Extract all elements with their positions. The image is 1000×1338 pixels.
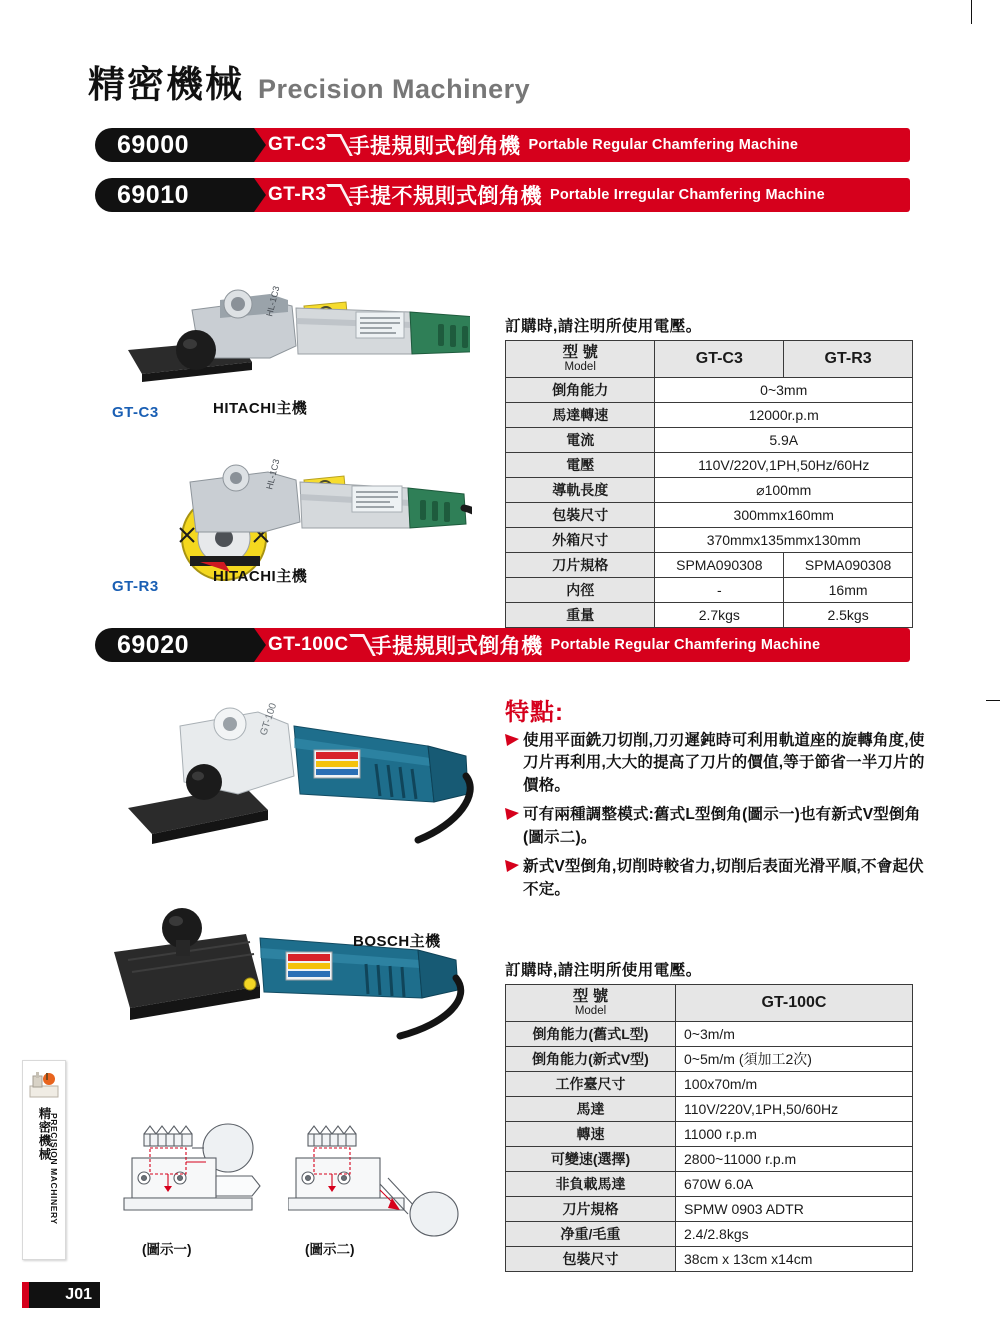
table-row	[506, 578, 913, 603]
banner-name-cn: 手提規則式倒角機	[370, 635, 543, 658]
column-header-gt-r3: GT-R3	[784, 341, 913, 378]
row-value: 670W 6.0A	[676, 1172, 913, 1197]
row-value: 300mmx160mm	[655, 503, 913, 528]
svg-text:HL-1C3: HL-1C3	[264, 457, 282, 491]
page-title	[88, 66, 530, 103]
row-value: 38cm x 13cm x14cm	[676, 1247, 913, 1272]
row-label: 電壓	[506, 453, 655, 478]
banner-name-cn: 手提不規則式倒角機	[348, 185, 542, 208]
row-value: SPMW 0903 ADTR	[676, 1197, 913, 1222]
row-label: 净重/毛重	[506, 1222, 676, 1247]
model-header-cn: 型 號	[562, 344, 598, 361]
banner-body	[252, 628, 910, 662]
table-row	[506, 1122, 913, 1147]
table-row	[506, 553, 913, 578]
row-label: 倒角能力(新式V型)	[506, 1047, 676, 1072]
model-header-en: Model	[574, 1005, 607, 1018]
page-number-text: J01	[65, 1286, 92, 1303]
row-value: 100x70m/m	[676, 1072, 913, 1097]
row-label: 包裝尺寸	[506, 503, 655, 528]
banner-name-en: Portable Regular Chamfering Machine	[528, 137, 799, 153]
feature-text: 可有兩種調整模式:舊式L型倒角(圖示一)也有新式V型倒角(圖示二)。	[523, 806, 921, 846]
table-row	[506, 378, 913, 403]
banner-code: 69020	[95, 628, 237, 662]
row-value: 16mm	[784, 578, 913, 603]
crop-mark-right-mid	[986, 700, 1000, 701]
banner-model: GT-C3	[268, 134, 327, 155]
diagram-caption-1: (圖示一)	[142, 1242, 192, 1257]
row-value: 110V/220V,1PH,50/60Hz	[676, 1097, 913, 1122]
product-photo-gt-100c-side	[100, 890, 480, 1040]
table-row	[506, 1147, 913, 1172]
row-label: 馬達	[506, 1097, 676, 1122]
row-label: 倒角能力	[506, 378, 655, 403]
voltage-note-2: 訂購時,請注明所使用電壓。	[505, 962, 702, 979]
page-title-cn: 精密機械	[88, 64, 244, 105]
banner-name-en: Portable Regular Chamfering Machine	[550, 637, 821, 653]
table-row	[506, 428, 913, 453]
row-label: 非負載馬達	[506, 1172, 676, 1197]
table-row	[506, 1072, 913, 1097]
column-header-gt-c3: GT-C3	[655, 341, 784, 378]
arrow-bullet-icon	[505, 856, 523, 901]
row-label: 外箱尺寸	[506, 528, 655, 553]
row-value: 2.5kgs	[784, 603, 913, 628]
row-value: 12000r.p.m	[655, 403, 913, 428]
table-row	[506, 1247, 913, 1272]
row-value: SPMA090308	[655, 553, 784, 578]
product-banner-69020	[95, 628, 910, 662]
photo-brand-caption-gt-c3: HITACHI主機	[213, 400, 308, 417]
row-value: 0~5m/m (須加工2次)	[676, 1047, 913, 1072]
table-row	[506, 403, 913, 428]
table-row	[506, 1197, 913, 1222]
row-label: 刀片規格	[506, 553, 655, 578]
banner-model: GT-R3	[268, 184, 327, 205]
side-tab-label-cn: 精密機械	[37, 1107, 51, 1161]
product-banner-69010	[95, 178, 910, 212]
row-label: 刀片規格	[506, 1197, 676, 1222]
banner-name-cn: 手提規則式倒角機	[348, 135, 521, 158]
product-photo-gt-100c-front	[118, 690, 488, 875]
model-header-cell	[506, 341, 655, 378]
chevron-divider-icon	[332, 178, 348, 212]
table-row	[506, 603, 913, 628]
page-number-badge	[22, 1282, 100, 1308]
spec-table-gt-c3-gt-r3	[505, 340, 913, 628]
banner-body	[252, 178, 910, 212]
list-item	[505, 804, 925, 849]
row-value: -	[655, 578, 784, 603]
banner-model: GT-100C	[268, 634, 349, 655]
spec-table-gt-100c	[505, 984, 913, 1272]
row-label: 可變速(選擇)	[506, 1147, 676, 1172]
row-label: 電流	[506, 428, 655, 453]
section-side-tab	[22, 1060, 66, 1260]
machinery-icon	[23, 1061, 65, 1105]
banner-code: 69000	[95, 128, 237, 162]
voltage-note-1: 訂購時,請注明所使用電壓。	[505, 318, 702, 335]
table-row	[506, 453, 913, 478]
technical-diagram-l-type	[120, 1118, 285, 1233]
svg-text:GT-100: GT-100	[258, 701, 280, 737]
row-value: 2800~11000 r.p.m	[676, 1147, 913, 1172]
row-value: 110V/220V,1PH,50Hz/60Hz	[655, 453, 913, 478]
table-row	[506, 1222, 913, 1247]
page-number-accent-bar	[22, 1282, 29, 1308]
banner-name-en: Portable Irregular Chamfering Machine	[549, 187, 825, 203]
feature-text: 新式V型倒角,切削時較省力,切削后表面光滑平順,不會起伏不定。	[523, 858, 924, 898]
banner-body	[252, 128, 910, 162]
row-value: 0~3m/m	[676, 1022, 913, 1047]
row-label: 重量	[506, 603, 655, 628]
side-tab-label-en: PRECISION MACHINERY	[49, 1113, 59, 1225]
table-row	[506, 1047, 913, 1072]
banner-code: 69010	[95, 178, 237, 212]
page-title-en: Precision Machinery	[258, 73, 531, 104]
row-value: 11000 r.p.m	[676, 1122, 913, 1147]
table-row	[506, 478, 913, 503]
row-value: 2.7kgs	[655, 603, 784, 628]
model-header-cn: 型 號	[572, 988, 609, 1005]
row-label: 倒角能力(舊式L型)	[506, 1022, 676, 1047]
table-row	[506, 1172, 913, 1197]
row-value: 0~3mm	[655, 378, 913, 403]
table-row	[506, 503, 913, 528]
model-header-en: Model	[564, 361, 596, 374]
arrow-bullet-icon	[505, 804, 523, 849]
row-label: 馬達轉速	[506, 403, 655, 428]
row-label: 工作臺尺寸	[506, 1072, 676, 1097]
crop-mark-top-right	[971, 0, 972, 24]
list-item	[505, 856, 925, 901]
chevron-divider-icon	[355, 628, 371, 662]
row-value: 370mmx135mmx130mm	[655, 528, 913, 553]
arrow-bullet-icon	[505, 730, 523, 797]
product-photo-gt-c3	[120, 262, 470, 407]
row-label: 導軌長度	[506, 478, 655, 503]
row-value: ⌀100mm	[655, 478, 913, 503]
row-label: 内徑	[506, 578, 655, 603]
list-item	[505, 730, 925, 797]
table-header-row	[506, 341, 913, 378]
photo-label-gt-r3: GT-R3	[112, 578, 159, 595]
row-value: 2.4/2.8kgs	[676, 1222, 913, 1247]
row-value: SPMA090308	[784, 553, 913, 578]
feature-text: 使用平面銑刀切削,刀刃遲鈍時可利用軌道座的旋轉角度,使刀片再利用,大大的提高了刀片的價值,等于節省一半刀片的價格。	[523, 732, 925, 794]
table-row	[506, 1097, 913, 1122]
photo-label-gt-c3: GT-C3	[112, 404, 159, 421]
model-header-cell	[506, 985, 676, 1022]
technical-diagram-v-type	[288, 1118, 468, 1243]
product-banner-69000	[95, 128, 910, 162]
row-label: 包裝尺寸	[506, 1247, 676, 1272]
features-list	[505, 730, 925, 908]
table-header-row	[506, 985, 913, 1022]
svg-text:HL-1C3: HL-1C3	[264, 284, 282, 318]
row-value: 5.9A	[655, 428, 913, 453]
table-row	[506, 1022, 913, 1047]
photo-brand-caption-gt-r3: HITACHI主機	[213, 568, 308, 585]
column-header-gt-100c: GT-100C	[676, 985, 913, 1022]
diagram-caption-2: (圖示二)	[305, 1242, 355, 1257]
chevron-divider-icon	[332, 128, 348, 162]
table-row	[506, 528, 913, 553]
photo-brand-caption-bosch: BOSCH主機	[353, 933, 441, 950]
features-title: 特點:	[505, 699, 564, 726]
row-label: 轉速	[506, 1122, 676, 1147]
